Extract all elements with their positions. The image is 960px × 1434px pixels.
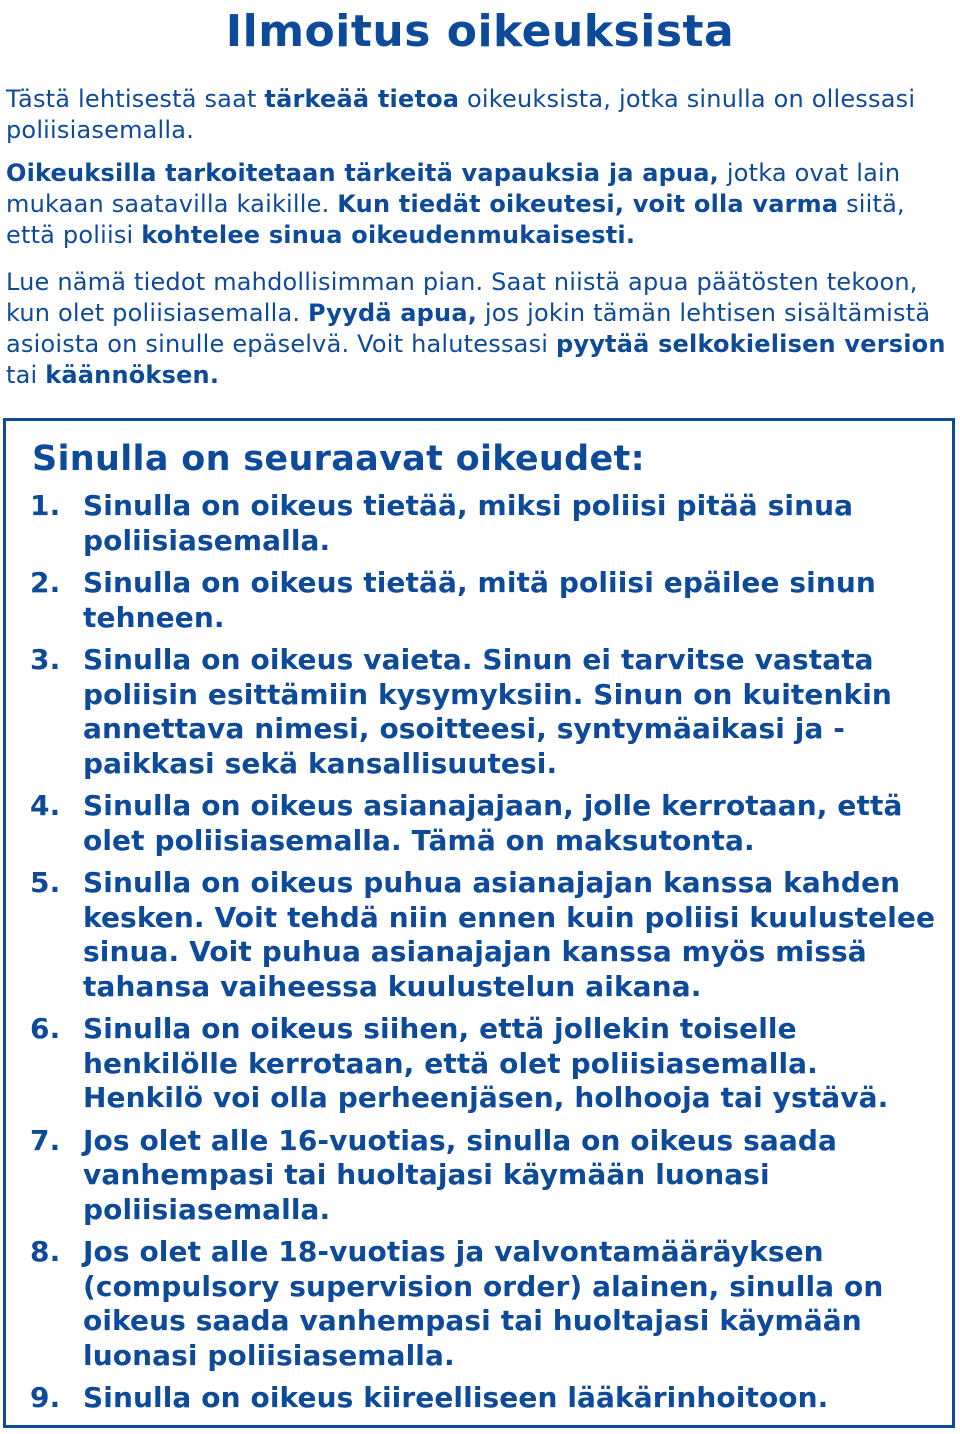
intro-text: jotka ovat lain mukaan saatavilla kaikille. xyxy=(6,159,901,218)
rights-item-number: 1. xyxy=(30,489,61,522)
intro-paragraph-2 xyxy=(6,158,954,251)
intro-paragraph-3 xyxy=(6,267,954,391)
intro-emphasis: Kun tiedät oikeutesi, voit olla varma xyxy=(337,190,839,218)
rights-item-number: 5. xyxy=(30,866,61,899)
rights-list xyxy=(6,489,946,1424)
intro-emphasis: pyytää selkokielisen version xyxy=(555,330,946,358)
rights-list-item xyxy=(6,1012,946,1116)
rights-item-number: 7. xyxy=(30,1123,61,1157)
rights-item-text: Jos olet alle 18-vuotias ja valvontamääräyksen (compulsory supervision order) alainen, sinulla on oikeus saada vanhempasi tai huoltajasi käymään luonasi poliisiasemalla. xyxy=(83,1235,884,1372)
rights-item-text: Sinulla on oikeus tietää, miksi poliisi pitää sinua poliisiasemalla. xyxy=(83,489,854,557)
rights-item-number: 3. xyxy=(30,643,61,676)
intro-emphasis: kohtelee sinua oikeudenmukaisesti. xyxy=(141,221,636,249)
rights-list-item xyxy=(6,789,946,858)
page-title: Ilmoitus oikeuksista xyxy=(225,6,735,57)
rights-list-item xyxy=(6,566,946,635)
intro-emphasis: Pyydä apua, xyxy=(308,299,478,327)
rights-item-text: Sinulla on oikeus vaieta. Sinun ei tarvitse vastata poliisin esittämiin kysymyksiin. Sinun on kuitenkin annettava nimesi, osoitteesi, syntymäaikasi ja -paikkasi sekä kansallisuutesi. xyxy=(83,643,892,780)
rights-list-item xyxy=(6,1381,946,1416)
rights-list-item xyxy=(6,1235,946,1373)
rights-item-number: 2. xyxy=(30,566,61,599)
rights-item-text: Jos olet alle 16-vuotias, sinulla on oikeus saada vanhempasi tai huoltajasi käymään luonasi poliisiasemalla. xyxy=(83,1123,838,1226)
rights-item-number: 4. xyxy=(30,789,61,822)
intro-paragraph-1 xyxy=(6,84,954,146)
intro-emphasis: Oikeuksilla tarkoitetaan tärkeitä vapauksia ja apua, xyxy=(6,159,719,187)
intro-text: oikeuksista, jotka sinulla on ollessasi poliisiasemalla. xyxy=(6,85,916,144)
intro-text: Tästä lehtisestä saat xyxy=(6,85,265,113)
rights-list-item xyxy=(6,643,946,781)
rights-item-text: Sinulla on oikeus puhua asianajajan kanssa kahden kesken. Voit tehdä niin ennen kuin poliisi kuulustelee sinua. Voit puhua asianajajan kanssa myös missä tahansa vaiheessa kuulustelun aikana. xyxy=(83,866,936,1003)
intro-section xyxy=(0,84,960,391)
intro-text: siitä, että poliisi xyxy=(6,190,905,249)
rights-item-text: Sinulla on oikeus tietää, mitä poliisi epäilee sinun tehneen. xyxy=(83,566,876,634)
rights-list-item xyxy=(6,489,946,558)
rights-item-number: 9. xyxy=(30,1381,61,1414)
rights-item-text: Sinulla on oikeus asianajajaan, jolle kerrotaan, että olet poliisiasemalla. Tämä on maksutonta. xyxy=(83,789,903,857)
rights-item-text: Sinulla on oikeus kiireelliseen lääkärinhoitoon. xyxy=(83,1381,829,1414)
rights-heading: Sinulla on seuraavat oikeudet: xyxy=(32,439,645,479)
rights-list-item xyxy=(6,866,946,1004)
intro-emphasis: käännöksen. xyxy=(45,361,220,389)
intro-text: tai xyxy=(6,361,46,389)
rights-box xyxy=(3,418,955,1428)
rights-item-text: Sinulla on oikeus siihen, että jollekin toiselle henkilölle kerrotaan, että olet poliisiasemalla. Henkilö voi olla perheenjäsen, holhooja tai ystävä. xyxy=(83,1012,889,1114)
intro-text: Lue nämä tiedot mahdollisimman pian. Saat niistä apua päätösten tekoon, kun olet poliisiasemalla. xyxy=(6,268,918,327)
intro-emphasis: tärkeää tietoa xyxy=(264,85,460,113)
rights-item-number: 6. xyxy=(30,1012,61,1045)
rights-list-item xyxy=(6,1124,946,1228)
intro-text: jos jokin tämän lehtisen sisältämistä asioista on sinulle epäselvä. Voit halutessasi xyxy=(6,299,931,358)
rights-item-number: 8. xyxy=(30,1235,61,1268)
